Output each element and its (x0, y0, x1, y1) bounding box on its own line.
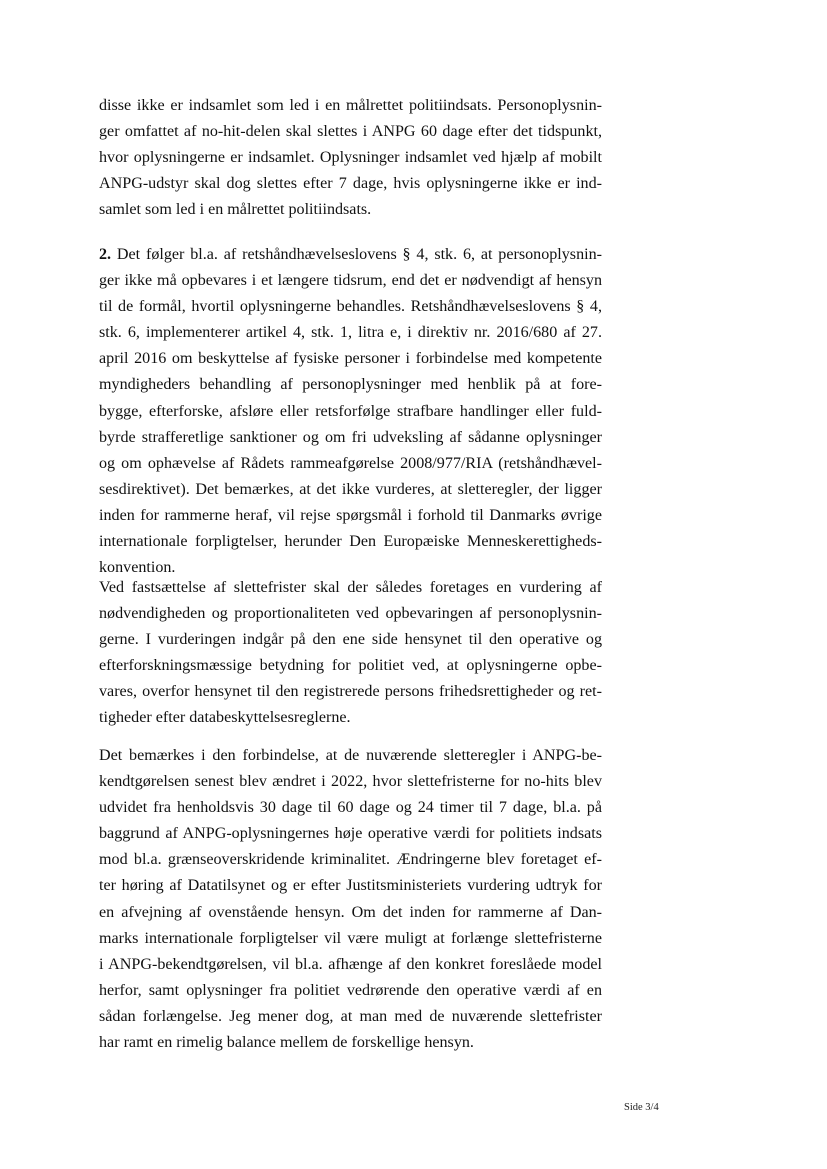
line-text: byrde strafferetlige sanktioner og om fri udveksling af sådanne oplysninger (99, 428, 602, 446)
line-text: samlet som led i en målrettet politiindsats. (99, 201, 372, 219)
line-text: nødvendigheden og proportionaliteten ved opbevaringen af personoplysnin- (99, 605, 602, 623)
paragraph-line (99, 268, 602, 294)
paragraph-line (99, 679, 602, 705)
paragraph-line (99, 821, 602, 847)
line-text: en afvejning af ovenstående hensyn. Om det inden for rammerne af Dan- (99, 903, 602, 921)
paragraph-line (99, 242, 602, 268)
line-text: vares, overfor hensynet til den registrerede persons frihedsrettigheder og ret- (99, 683, 602, 701)
paragraph-line (99, 503, 602, 529)
paragraph-line (99, 477, 602, 503)
paragraph-line (99, 320, 602, 346)
paragraph-line (99, 119, 602, 145)
line-text: ger ikke må opbevares i et længere tidsrum, end det er nødvendigt af hensyn (99, 272, 602, 290)
paragraph-line (99, 575, 602, 601)
line-text: april 2016 om beskyttelse af fysiske personer i forbindelse med kompetente (99, 350, 602, 368)
line-text: Det bemærkes i den forbindelse, at de nuværende sletteregler i ANPG-be- (99, 747, 602, 764)
paragraph-line (99, 93, 602, 119)
paragraph-line (99, 795, 602, 821)
line-text: i ANPG-bekendtgørelsen, vil bl.a. afhænge af den konkret foreslåede model (99, 955, 602, 973)
line-text: kendtgørelsen senest blev ændret i 2022, hvor slettefristerne for no-hits blev (99, 773, 602, 791)
line-text: udvidet fra henholdsvis 30 dage til 60 dage og 24 timer til 7 dage, bl.a. på (99, 799, 602, 817)
paragraph-line (99, 769, 602, 795)
paragraph-line (99, 197, 602, 223)
line-text: sesdirektivet). Det bemærkes, at det ikke vurderes, at sletteregler, der ligger (99, 480, 602, 498)
paragraph-line (99, 926, 602, 952)
line-text: Ved fastsættelse af slettefrister skal der således foretages en vurdering af (99, 579, 602, 596)
paragraph-line (99, 952, 602, 978)
line-text: baggrund af ANPG-oplysningernes høje operative værdi for politiets indsats (99, 825, 602, 843)
paragraph-line (99, 451, 602, 477)
line-text: ANPG-udstyr skal dog slettes efter 7 dage, hvis oplysningerne ikke er ind- (99, 175, 602, 193)
line-text: disse ikke er indsamlet som led i en målrettet politiindsats. Personoplysnin- (99, 97, 602, 114)
paragraph-line (99, 978, 602, 1004)
paragraph-line (99, 627, 602, 653)
paragraph-4 (99, 743, 602, 1056)
paragraph-line (99, 1004, 602, 1030)
line-text: bygge, efterforske, afsløre eller retsforfølge strafbare handlinger eller fuld- (99, 402, 602, 420)
line-text: stk. 6, implementerer artikel 4, stk. 1, litra e, i direktiv nr. 2016/680 af 27. (99, 324, 602, 342)
paragraph-line (99, 1030, 602, 1056)
paragraph-line (99, 399, 602, 425)
page-number: Side 3/4 (624, 1102, 659, 1113)
paragraph-line (99, 425, 602, 451)
paragraph-1 (99, 93, 602, 223)
paragraph-line (99, 743, 602, 769)
paragraph-line (99, 372, 602, 398)
paragraph-line (99, 346, 602, 372)
line-text: konvention. (99, 559, 176, 577)
line-text: marks internationale forpligtelser vil være muligt at forlænge slettefristerne (99, 929, 602, 947)
line-text: og om ophævelse af Rådets rammeafgørelse 2008/977/RIA (retshåndhævel- (99, 454, 602, 472)
line-text: herfor, samt oplysninger fra politiet vedrørende den operative værdi af en (99, 981, 602, 999)
paragraph-2 (99, 242, 602, 581)
line-text: internationale forpligtelser, herunder Den Europæiske Menneskerettigheds- (99, 533, 602, 551)
line-text: mod bl.a. grænseoverskridende kriminalitet. Ændringerne blev foretaget ef- (99, 851, 602, 869)
paragraph-line (99, 653, 602, 679)
line-text: sådan forlængelse. Jeg mener dog, at man med de nuværende slettefrister (99, 1007, 602, 1025)
line-text: myndigheders behandling af personoplysninger med henblik på at fore- (99, 376, 602, 394)
paragraph-line (99, 294, 602, 320)
paragraph-line (99, 873, 602, 899)
line-text: gerne. I vurderingen indgår på den ene side hensynet til den operative og (99, 631, 602, 649)
paragraph-line (99, 171, 602, 197)
paragraph-line (99, 900, 602, 926)
paragraph-line (99, 145, 602, 171)
line-text: efterforskningsmæssige betydning for politiet ved, at oplysningerne opbe- (99, 657, 602, 675)
line-text: til de formål, hvortil oplysningerne behandles. Retshåndhævelseslovens § 4, (99, 298, 602, 316)
section-number: 2. (99, 246, 112, 263)
line-text: inden for rammerne heraf, vil rejse spørgsmål i forhold til Danmarks øvrige (99, 506, 602, 524)
line-text: har ramt en rimelig balance mellem de forskellige hensyn. (99, 1034, 474, 1052)
paragraph-line (99, 601, 602, 627)
paragraph-line (99, 529, 602, 555)
line-text: hvor oplysningerne er indsamlet. Oplysninger indsamlet ved hjælp af mobilt (99, 149, 602, 167)
paragraph-3 (99, 575, 602, 732)
line-text: ger omfattet af no-hit-delen skal slettes i ANPG 60 dage efter det tidspunkt, (99, 123, 602, 141)
paragraph-line (99, 847, 602, 873)
line-text: Det følger bl.a. af retshåndhævelseslovens § 4, stk. 6, at personoplysnin- (116, 246, 602, 263)
line-text: tigheder efter databeskyttelsesreglerne. (99, 709, 351, 727)
paragraph-line (99, 705, 602, 731)
line-text: ter høring af Datatilsynet og er efter Justitsministeriets vurdering udtryk for (99, 877, 602, 895)
